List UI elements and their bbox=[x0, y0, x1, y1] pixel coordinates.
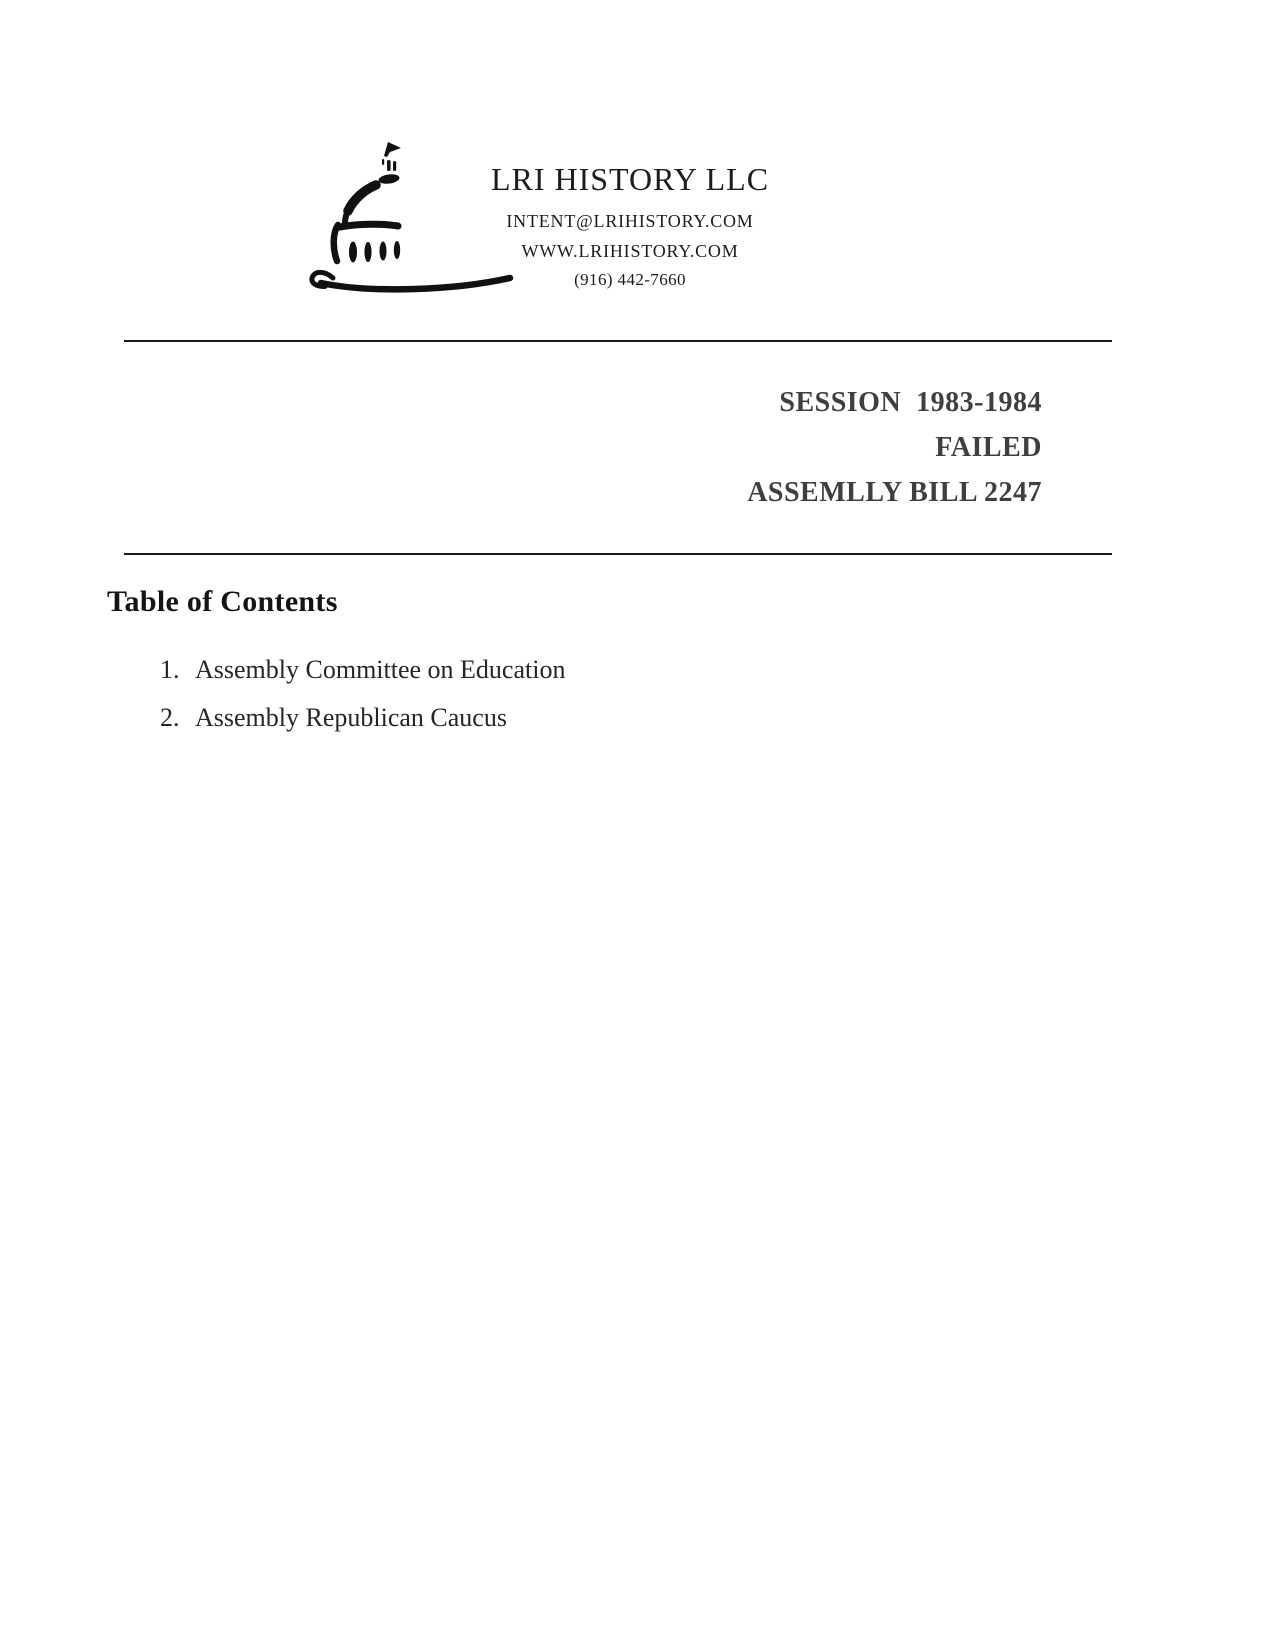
toc-item-number: 1. bbox=[160, 655, 180, 684]
toc-item-label: Assembly Committee on Education bbox=[195, 655, 566, 684]
status-label: FAILED bbox=[935, 432, 1042, 463]
bottom-divider bbox=[124, 553, 1112, 555]
company-name: LRI HISTORY LLC bbox=[490, 161, 770, 197]
toc-item-number: 2. bbox=[160, 703, 180, 732]
company-email: INTENT@LRIHISTORY.COM bbox=[506, 211, 754, 231]
toc-item bbox=[160, 703, 565, 751]
toc-item-label: Assembly Republican Caucus bbox=[195, 703, 507, 732]
toc-item bbox=[160, 655, 565, 703]
session-label: SESSION 1983-1984 bbox=[779, 387, 1042, 418]
company-phone: (916) 442-7660 bbox=[574, 270, 686, 289]
toc-heading: Table of Contents bbox=[107, 585, 338, 618]
toc-list bbox=[160, 655, 565, 751]
session-info-block bbox=[747, 380, 1042, 515]
bill-label: ASSEMLLY BILL 2247 bbox=[747, 477, 1042, 508]
top-divider bbox=[124, 340, 1112, 342]
company-website: WWW.LRIHISTORY.COM bbox=[521, 241, 739, 261]
